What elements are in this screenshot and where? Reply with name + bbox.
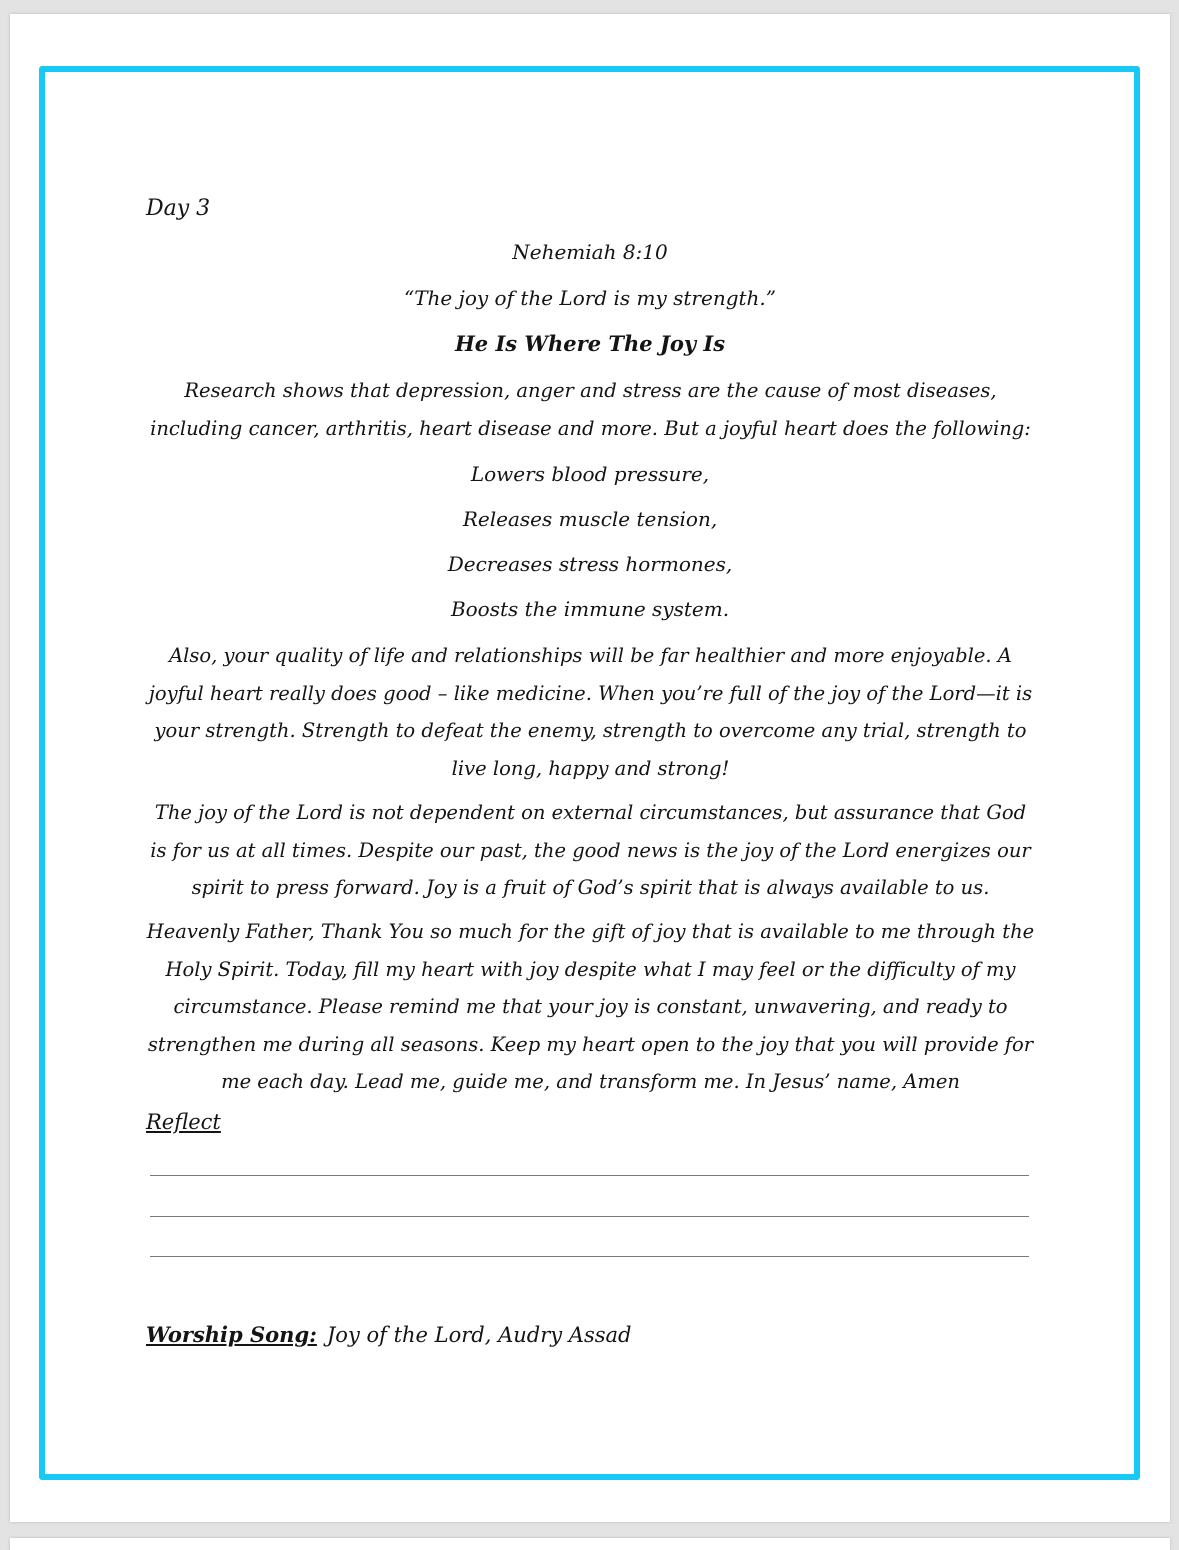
also-paragraph: Also, your quality of life and relationships will be far healthier and more enjoyable. A joyful heart really does good – like medicine. When you’re full of the joy of the Lord—it is your strength. Strength to defeat the enemy, strength to overcome any trial, strength to live long, happy and strong! [148, 644, 1033, 780]
benefit-item: Releases muscle tension, [462, 507, 718, 531]
benefit-item: Boosts the immune system. [450, 597, 730, 621]
worship-song-label: Worship Song: [146, 1322, 317, 1347]
joy-paragraph: The joy of the Lord is not dependent on external circumstances, but assurance that God is for us at all times. Despite our past, the good news is the joy of the Lord energizes our spirit to press forward. Joy is a fruit of God’s spirit that is always available to us. [150, 801, 1031, 899]
benefit-item: Lowers blood pressure, [470, 462, 710, 486]
scripture-reference: Nehemiah 8:10 [512, 240, 668, 264]
worship-song-value: Joy of the Lord, Audry Assad [326, 1323, 632, 1347]
research-paragraph: Research shows that depression, anger and stress are the cause of most diseases, including cancer, arthritis, heart disease and more. But a joyful heart does the following: [150, 379, 1031, 440]
reflect-writing-line[interactable] [150, 1216, 1029, 1217]
reflect-label: Reflect [146, 1110, 221, 1134]
prayer-paragraph: Heavenly Father, Thank You so much for the gift of joy that is available to me through the Holy Spirit. Today, fill my heart with joy despite what I may feel or the difficulty of my circumstance. Please remind me that your joy is constant, unwavering, and ready to strengthen me during all seasons. Keep my heart open to the joy that you will provide for me each day. Lead me, guide me, and transform me. In Jesus’ name, Amen [146, 920, 1035, 1093]
worship-song [146, 1322, 631, 1347]
devotional-heading: He Is Where The Joy Is [454, 331, 726, 356]
benefit-item: Decreases stress hormones, [447, 552, 733, 576]
reflect-writing-line[interactable] [150, 1175, 1029, 1176]
day-label: Day 3 [146, 196, 211, 221]
reflect-writing-line[interactable] [150, 1256, 1029, 1257]
scripture-quote: “The joy of the Lord is my strength.” [403, 286, 776, 310]
